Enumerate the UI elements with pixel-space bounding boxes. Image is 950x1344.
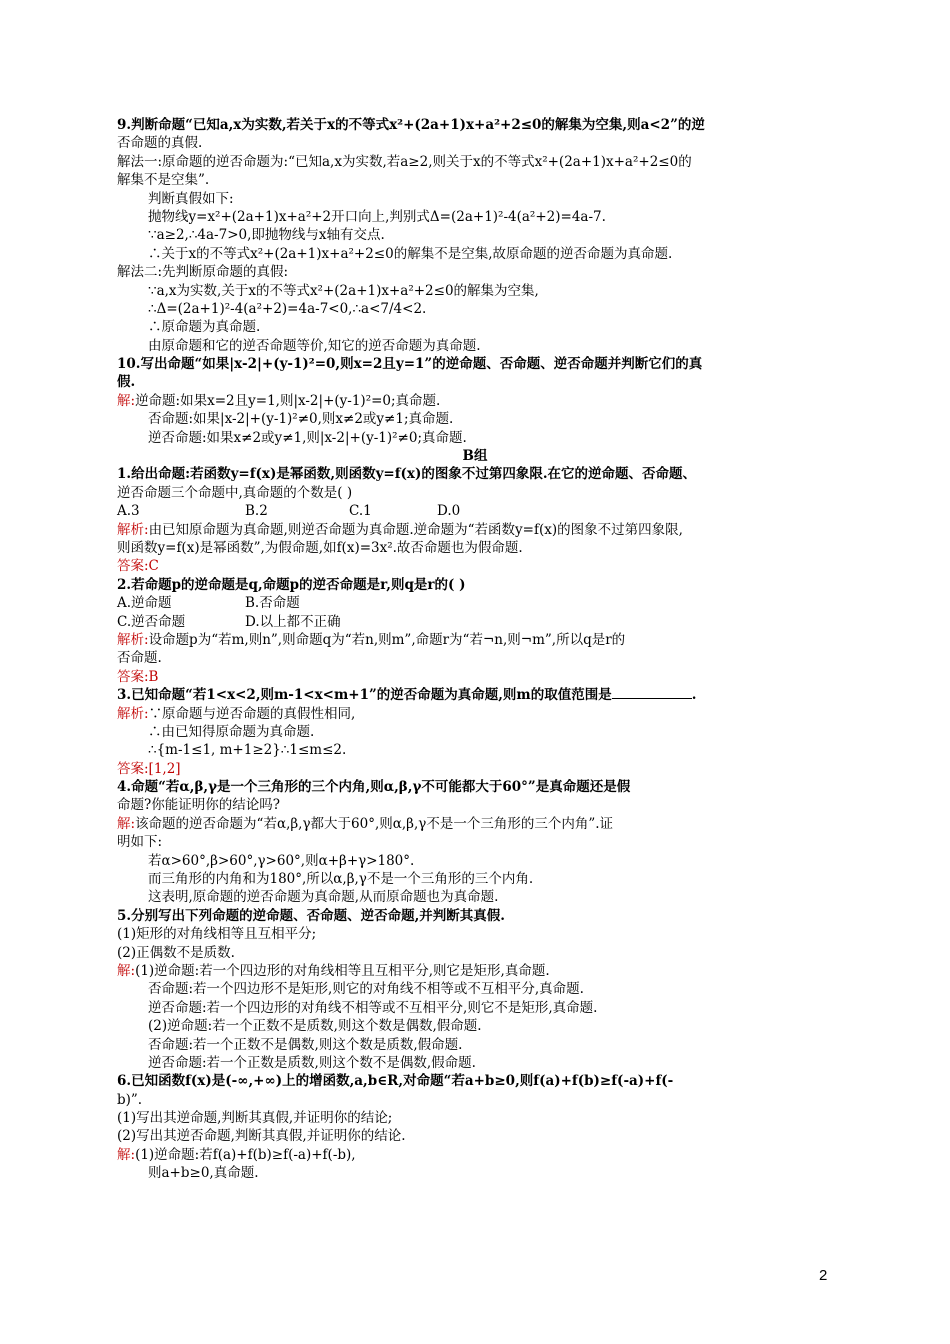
- text-line: [117, 539, 833, 557]
- text-line: [117, 190, 833, 208]
- choice-option: B.2: [245, 503, 268, 520]
- text-line: [117, 796, 833, 814]
- text-line: [117, 373, 833, 391]
- text-line: [117, 447, 833, 465]
- line-text: B组: [462, 448, 488, 465]
- line-text: ∵a≥2,∴4a-7>0,即抛物线与x轴有交点.: [148, 227, 385, 244]
- text-line: [117, 1091, 833, 1109]
- text-line: [117, 171, 833, 189]
- text-line: [117, 355, 833, 373]
- line-text: ∴原命题为真命题.: [148, 319, 261, 336]
- line-text: b)”.: [117, 1091, 143, 1108]
- line-text: 否命题:如果|x-2|+(y-1)²≠0,则x≠2或y≠1;真命题.: [148, 411, 454, 428]
- text-line: [117, 1127, 833, 1145]
- line-text: 由原命题和它的逆否命题等价,知它的逆否命题为真命题.: [148, 337, 481, 354]
- line-text: (2)正偶数不是质数.: [117, 944, 235, 961]
- text-line: [117, 907, 833, 925]
- choice-option: B.否命题: [245, 595, 300, 612]
- line-text: (1)写出其逆命题,判断其真假,并证明你的结论;: [117, 1110, 393, 1127]
- line-text: 这表明,原命题的逆否命题为真命题,从而原命题也为真命题.: [148, 889, 499, 906]
- line-text: 而三角形的内角和为180°,所以α,β,γ不是一个三角形的三个内角.: [148, 871, 534, 888]
- choice-option: D.0: [437, 503, 461, 520]
- text-line: [117, 760, 833, 778]
- line-text: 抛物线y=x²+(2a+1)x+a²+2开口向上,判别式Δ=(2a+1)²-4(a²+2)=4a-7.: [148, 208, 606, 225]
- line-text: ∴{m-1≤1, m+1≥2}∴1≤m≤2.: [148, 742, 347, 759]
- line-text: 逆否命题:若一个正数是质数,则这个数不是偶数,假命题.: [148, 1054, 476, 1071]
- line-text: 答案:C: [117, 558, 159, 575]
- answer-label: 解:: [117, 962, 136, 979]
- line-text: 4.命题“若α,β,γ是一个三角形的三个内角,则α,β,γ不可能都大于60°”是真命题还是假: [117, 779, 631, 796]
- line-text: 9.判断命题“已知a,x为实数,若关于x的不等式x²+(2a+1)x+a²+2≤0的解集为空集,则a<2”的逆: [117, 117, 705, 133]
- line-text: 2.若命题p的逆命题是q,命题p的逆否命题是r,则q是r的( ): [117, 576, 466, 593]
- text-line: [117, 282, 833, 300]
- text-line: [117, 705, 833, 723]
- line-text: 逆否命题:若一个四边形的对角线不相等或不互相平分,则它不是矩形,真命题.: [148, 999, 598, 1016]
- text-line: [117, 318, 833, 336]
- text-line: [117, 1036, 833, 1054]
- line-text: 判断真假如下:: [148, 190, 234, 207]
- line-text: ∵a,x为实数,关于x的不等式x²+(2a+1)x+a²+2≤0的解集为空集,: [148, 282, 539, 299]
- answer-label: 解析:: [117, 631, 149, 648]
- text-line: [117, 686, 833, 704]
- line-text: 解法一:原命题的逆否命题为:“已知a,x为实数,若a≥2,则关于x的不等式x²+(2a+1)x+a²+2≤0的: [117, 153, 692, 170]
- answer-label: 解析:: [117, 705, 149, 722]
- line-text: 3.已知命题“若1<x<2,则m-1<x<m+1”的逆否命题为真命题,则m的取值范围是: [117, 687, 612, 704]
- line-text: 5.分别写出下列命题的逆命题、否命题、逆否命题,并判断其真假.: [117, 907, 505, 924]
- text-line: [117, 337, 833, 355]
- text-line: [117, 226, 833, 244]
- line-text: 则函数y=f(x)是幂函数”,为假命题,如f(x)=3x².故否命题也为假命题.: [117, 539, 523, 556]
- line-text: 若α>60°,β>60°,γ>60°,则α+β+γ>180°.: [148, 852, 415, 869]
- text-line: [117, 888, 833, 906]
- line-text: 否命题:若一个四边形不是矩形,则它的对角线不相等或不互相平分,真命题.: [148, 981, 584, 998]
- text-line: [117, 594, 833, 612]
- text-line: [117, 980, 833, 998]
- text-line: [117, 392, 833, 410]
- period: .: [691, 687, 697, 704]
- text-line: [117, 1146, 833, 1164]
- text-line: [117, 631, 833, 649]
- text-line: [117, 778, 833, 796]
- line-text: 逆否命题三个命题中,真命题的个数是( ): [117, 484, 353, 501]
- line-text: 否命题的真假.: [117, 135, 203, 152]
- choice-option: A.3: [117, 503, 140, 520]
- text-line: [117, 815, 833, 833]
- text-line: [117, 429, 833, 447]
- line-text: (1)逆命题:若一个四边形的对角线相等且互相平分,则它是矩形,真命题.: [135, 962, 550, 979]
- text-line: [117, 649, 833, 667]
- line-text: 逆命题:如果x=2且y=1,则|x-2|+(y-1)²=0;真命题.: [135, 392, 441, 409]
- text-line: [117, 153, 833, 171]
- text-line: [117, 668, 833, 686]
- answer-label: 解:: [117, 392, 136, 409]
- choice-option: A.逆命题: [117, 595, 172, 612]
- text-line: [117, 208, 833, 226]
- line-text: 解法二:先判断原命题的真假:: [117, 264, 289, 281]
- line-text: 该命题的逆否命题为“若α,β,γ都大于60°,则α,β,γ不是一个三角形的三个内角”.证: [135, 815, 614, 832]
- text-line: [117, 245, 833, 263]
- line-text: ∴由已知得原命题为真命题.: [148, 723, 315, 740]
- line-text: 答案:B: [117, 668, 159, 685]
- line-text: ∴关于x的不等式x²+(2a+1)x+a²+2≤0的解集不是空集,故原命题的逆否命题为真命题.: [148, 245, 673, 262]
- document-body: [117, 116, 833, 1183]
- page-number: 2: [819, 1267, 828, 1284]
- line-text: 设命题p为“若m,则n”,则命题q为“若n,则m”,命题r为“若¬n,则¬m”,所以q是r的: [148, 631, 626, 648]
- line-text: 6.已知函数f(x)是(-∞,+∞)上的增函数,a,b∈R,对命题“若a+b≥0,则f(a)+f(b)≥f(-a)+f(-: [117, 1073, 674, 1090]
- text-line: [117, 944, 833, 962]
- line-text: (1)矩形的对角线相等且互相平分;: [117, 926, 317, 943]
- text-line: [117, 1054, 833, 1072]
- text-line: [117, 484, 833, 502]
- line-text: 否命题.: [117, 650, 162, 667]
- fill-blank: [612, 686, 692, 699]
- answer-label: 解析:: [117, 521, 149, 538]
- line-text: 答案:[1,2]: [117, 760, 181, 777]
- text-line: [117, 465, 833, 483]
- text-line: [117, 1072, 833, 1090]
- text-line: [117, 1109, 833, 1127]
- text-line: [117, 962, 833, 980]
- line-text: 1.给出命题:若函数y=f(x)是幂函数,则函数y=f(x)的图象不过第四象限.在它的逆命题、否命题、: [117, 466, 697, 483]
- text-line: [117, 410, 833, 428]
- choice-option: D.以上都不正确: [245, 613, 341, 630]
- text-line: [117, 1164, 833, 1182]
- line-text: 命题?你能证明你的结论吗?: [117, 797, 280, 814]
- text-line: [117, 741, 833, 759]
- line-text: ∵原命题与逆否命题的真假性相同,: [148, 705, 356, 722]
- text-line: [117, 557, 833, 575]
- line-text: (2)逆命题:若一个正数不是质数,则这个数是偶数,假命题.: [148, 1018, 482, 1035]
- text-line: [117, 263, 833, 281]
- text-line: [117, 925, 833, 943]
- text-line: [117, 999, 833, 1017]
- text-line: [117, 852, 833, 870]
- choice-option: C.逆否命题: [117, 613, 186, 630]
- line-text: (2)写出其逆否命题,判断其真假,并证明你的结论.: [117, 1128, 406, 1145]
- line-text: 10.写出命题“如果|x-2|+(y-1)²=0,则x=2且y=1”的逆命题、否命题、逆否命题并判断它们的真: [117, 356, 703, 373]
- line-text: 解集不是空集”.: [117, 172, 210, 189]
- answer-label: 解:: [117, 815, 136, 832]
- text-line: [117, 723, 833, 741]
- text-line: [117, 116, 833, 134]
- text-line: [117, 521, 833, 539]
- text-line: [117, 833, 833, 851]
- line-text: (1)逆命题:若f(a)+f(b)≥f(-a)+f(-b),: [135, 1146, 356, 1163]
- line-text: 假.: [117, 374, 136, 391]
- answer-label: 解:: [117, 1146, 136, 1163]
- line-text: 逆否命题:如果x≠2或y≠1,则|x-2|+(y-1)²≠0;真命题.: [148, 429, 467, 446]
- text-line: [117, 502, 833, 520]
- line-text: 否命题:若一个正数不是偶数,则这个数是质数,假命题.: [148, 1036, 463, 1053]
- text-line: [117, 576, 833, 594]
- text-line: [117, 613, 833, 631]
- choice-option: C.1: [349, 503, 372, 520]
- text-line: [117, 1017, 833, 1035]
- text-line: [117, 300, 833, 318]
- text-line: [117, 870, 833, 888]
- text-line: [117, 134, 833, 152]
- line-text: 则a+b≥0,真命题.: [148, 1165, 259, 1182]
- line-text: 明如下:: [117, 834, 163, 851]
- line-text: 由已知原命题为真命题,则逆否命题为真命题.逆命题为“若函数y=f(x)的图象不过第四象限,: [148, 521, 683, 538]
- line-text: ∴Δ=(2a+1)²-4(a²+2)=4a-7<0,∴a<7/4<2.: [148, 300, 427, 317]
